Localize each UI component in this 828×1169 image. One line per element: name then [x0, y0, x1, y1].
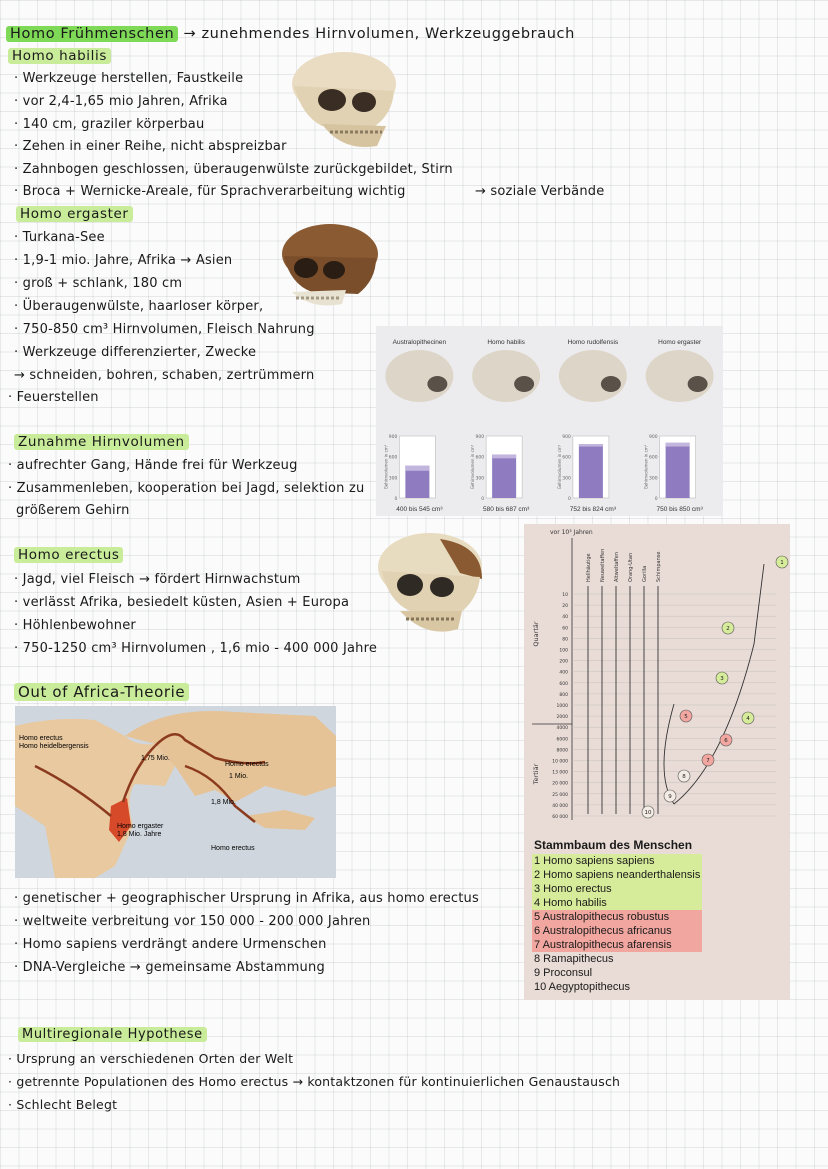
map-label: Homo heidelbergensis: [19, 743, 89, 750]
volume-tick: 300: [388, 476, 398, 482]
species-label: Hellhäutige: [586, 553, 592, 582]
list-item: · aufrechter Gang, Hände frei für Werkzeug: [8, 458, 298, 473]
volume-ylabel: Gehirnvolumen in cm³: [383, 444, 389, 490]
tree-ytick: 60: [562, 626, 568, 632]
volume-ylabel: Gehirnvolumen in cm³: [556, 444, 562, 490]
branch: [664, 704, 674, 804]
tree-ytick: 4000: [556, 726, 568, 732]
volume-tick: 900: [649, 435, 658, 440]
tree-node-number: 10: [644, 810, 652, 816]
volume-range-label: 580 bis 687 cm³: [483, 506, 530, 513]
out-of-africa-title: Out of Africa-Theorie: [14, 683, 189, 701]
tree-node-number: 2: [726, 626, 730, 632]
list-item: · getrennte Populationen des Homo erectus → kontaktzonen für kontinuierlichen Genaustausch: [8, 1074, 621, 1089]
tree-ytick: 40 000: [552, 803, 568, 809]
list-item: · Homo sapiens verdrängt andere Urmenschen: [14, 937, 327, 952]
tree-ytick: 25 000: [552, 792, 568, 798]
tree-legend-item: 9 Proconsul: [534, 967, 593, 979]
list-item: · 750-1250 cm³ Hirnvolumen , 1,6 mio - 400 000 Jahre: [14, 641, 378, 656]
list-item: · Feuerstellen: [8, 390, 99, 405]
volume-bar: [492, 455, 516, 498]
list-item: · Überaugenwülste, haarloser körper,: [14, 299, 264, 314]
volume-tick: 300: [475, 476, 485, 482]
list-item: größerem Gehirn: [16, 503, 130, 518]
tree-legend-item: 4 Homo habilis: [532, 896, 702, 910]
list-item: → schneiden, bohren, schaben, zertrümmern: [14, 368, 315, 383]
tree-ytick: 200: [559, 659, 568, 665]
tree-node-number: 3: [720, 676, 724, 682]
skull-eye: [514, 376, 534, 392]
tree-legend-item: 8 Ramapithecus: [534, 953, 614, 965]
tree-legend-item: 1 Homo sapiens sapiens: [532, 854, 702, 868]
tree-legend-item: 2 Homo sapiens neanderthalensis: [534, 869, 701, 881]
volume-tick: 600: [388, 455, 398, 461]
volume-range-label: 752 bis 824 cm³: [569, 506, 616, 513]
tree-ytick: 10: [562, 593, 568, 598]
volume-range: [405, 466, 429, 471]
volume-tick: 600: [649, 455, 658, 461]
map-label: 1,8 Mio.: [211, 799, 236, 806]
volume-tick: 600: [562, 455, 571, 461]
tree-ytick: 13 000: [552, 770, 568, 776]
volume-tick: 900: [475, 435, 485, 440]
volume-range: [579, 444, 603, 446]
list-item: · Ursprung an verschiedenen Orten der Welt: [8, 1051, 294, 1066]
volume-tick: 0: [394, 497, 398, 502]
migration-map: [15, 706, 336, 878]
habilis-title: Homo habilis: [8, 48, 111, 64]
tree-ytick: 20: [562, 604, 568, 610]
map-label: Homo ergaster: [117, 823, 164, 830]
volume-range: [492, 455, 516, 459]
volume-bar: [666, 443, 690, 498]
tree-node-number: 1: [780, 560, 784, 566]
tree-legend-item: 10 Aegyptopithecus: [534, 981, 631, 993]
volume-tick: 900: [562, 435, 571, 440]
skull-drawing: [559, 350, 627, 402]
list-item: · weltweite verbreitung vor 150 000 - 200 000 Jahren: [14, 914, 371, 929]
tree-ytick: 800: [559, 692, 568, 698]
volume-ylabel: Gehirnvolumen in cm³: [643, 444, 649, 490]
tree-node-number: 8: [682, 774, 686, 780]
volume-tick: 300: [649, 476, 658, 482]
tree-legend-title: Stammbaum des Menschen: [534, 838, 693, 852]
tree-node-number: 7: [706, 758, 710, 764]
hirnvolumen-title: Zunahme Hirnvolumen: [14, 434, 189, 450]
tree-node-number: 5: [684, 714, 688, 720]
tree-node-number: 6: [724, 738, 728, 744]
map-label: Homo erectus: [211, 845, 255, 852]
period-label: Tertiär: [532, 763, 540, 785]
tree-legend-item: 5 Australopithecus robustus: [532, 910, 702, 924]
volume-tick: 300: [562, 476, 571, 482]
family-tree-figure: [524, 524, 790, 1000]
species-label: Gorilla: [642, 565, 648, 582]
skull-drawing: [646, 350, 714, 402]
list-item: · 1,9-1 mio. Jahre, Afrika → Asien: [14, 253, 233, 268]
volume-bar: [579, 444, 603, 498]
tree-ytick: 80: [562, 637, 568, 643]
tree-ytick: 8000: [556, 748, 568, 754]
tree-ytick: 2000: [556, 715, 568, 721]
list-item: · Zahnbogen geschlossen, überaugenwülste zurückgebildet, Stirn: [14, 162, 453, 177]
tree-ytick: 60 000: [552, 815, 568, 820]
volume-tick: 0: [654, 497, 658, 502]
tree-legend-item: 6 Australopithecus africanus: [532, 924, 702, 938]
tree-legend-item: 7 Australopithecus afarensis: [532, 938, 702, 952]
map-label: 1,75 Mio.: [141, 755, 170, 762]
map-label: Homo erectus: [225, 761, 269, 768]
map-label: 1,8 Mio. Jahre: [117, 831, 162, 838]
skull-eye: [601, 376, 621, 392]
skull-eye: [688, 376, 708, 392]
tree-ytick: 1000: [556, 704, 568, 709]
volume-tick: 0: [481, 497, 485, 502]
volume-range-label: 400 bis 545 cm³: [396, 506, 443, 513]
human-branch: [674, 564, 764, 804]
list-item: · Werkzeuge differenzierter, Zwecke: [14, 345, 257, 360]
list-item: · Turkana-See: [14, 230, 105, 245]
habilis-arrow-note: → soziale Verbände: [475, 184, 605, 199]
volume-tick: 0: [568, 497, 571, 502]
volume-range: [666, 443, 690, 447]
species-label: Orang-Utan: [628, 552, 634, 582]
skull-label: Homo habilis: [487, 339, 525, 346]
map-label: Homo erectus: [19, 735, 63, 742]
skull-volume-figure: [376, 326, 723, 516]
species-label: Altweltaffen: [614, 551, 620, 582]
tree-ytick: 600: [559, 681, 568, 687]
tree-unit: vor 10³ Jahren: [550, 529, 593, 536]
erectus-title: Homo erectus: [14, 547, 123, 563]
tree-ytick: 20 000: [552, 781, 568, 787]
list-item: · Zehen in einer Reihe, nicht abspreizbar: [14, 139, 287, 154]
skull-erectus-image: [370, 527, 488, 645]
list-item: · Werkzeuge herstellen, Faustkeile: [14, 71, 244, 86]
list-item: · vor 2,4-1,65 mio Jahren, Afrika: [14, 94, 228, 109]
title-highlight: Homo Frühmenschen: [6, 26, 178, 42]
section-title-fruehmenschen: [6, 26, 575, 42]
list-item: · 750-850 cm³ Hirnvolumen, Fleisch Nahrung: [14, 322, 315, 337]
map-label: 1 Mio.: [229, 773, 249, 780]
list-item: · groß + schlank, 180 cm: [14, 276, 183, 291]
title-rest: → zunehmendes Hirnvolumen, Werkzeuggebrauch: [183, 26, 575, 42]
tree-legend-item: 3 Homo erectus: [532, 882, 702, 896]
skull-drawing: [385, 350, 453, 402]
tree-node-number: 4: [746, 716, 750, 722]
list-item: · Broca + Wernicke-Areale, für Sprachverarbeitung wichtig: [14, 184, 406, 199]
species-label: Neuweltaffen: [600, 548, 606, 582]
migration-map-svg: [15, 706, 336, 878]
period-label: Quartär: [532, 621, 540, 647]
volume-tick: 900: [388, 435, 398, 440]
skull-drawing: [472, 350, 540, 402]
list-item: · 140 cm, graziler körperbau: [14, 117, 205, 132]
skull-label: Homo rudolfensis: [567, 339, 619, 346]
skull-label: Australopithecinen: [392, 339, 447, 346]
ergaster-title: Homo ergaster: [16, 206, 133, 222]
list-item: · Zusammenleben, kooperation bei Jagd, selektion zu: [8, 481, 365, 496]
volume-ylabel: Gehirnvolumen in cm³: [470, 444, 476, 490]
list-item: · genetischer + geographischer Ursprung in Afrika, aus homo erectus: [14, 891, 479, 906]
tree-ytick: 6000: [556, 737, 568, 743]
list-item: · DNA-Vergleiche → gemeinsame Abstammung: [14, 960, 325, 975]
skull-volume-svg: [376, 326, 723, 516]
skull-label: Homo ergaster: [658, 339, 702, 346]
multiregional-title: Multiregionale Hypothese: [18, 1027, 207, 1042]
tree-legend: [532, 854, 702, 994]
skull-ergaster-image: [272, 218, 382, 318]
list-item: · verlässt Afrika, besiedelt küsten, Asien + Europa: [14, 595, 350, 610]
tree-ytick: 10 000: [552, 759, 568, 765]
volume-tick: 600: [475, 455, 485, 461]
list-item: · Jagd, viel Fleisch → fördert Hirnwachstum: [14, 572, 301, 587]
list-item: · Schlecht Belegt: [8, 1097, 118, 1112]
tree-node-number: 9: [668, 794, 672, 800]
tree-ytick: 400: [559, 670, 568, 676]
skull-eye: [427, 376, 447, 392]
volume-range-label: 750 bis 850 cm³: [656, 506, 703, 513]
tree-ytick: 100: [559, 648, 568, 654]
family-tree-svg: [524, 524, 790, 824]
species-label: Schimpanse: [656, 551, 662, 582]
tree-ytick: 40: [562, 615, 568, 621]
skull-habilis-image: [282, 46, 400, 158]
list-item: · Höhlenbewohner: [14, 618, 136, 633]
